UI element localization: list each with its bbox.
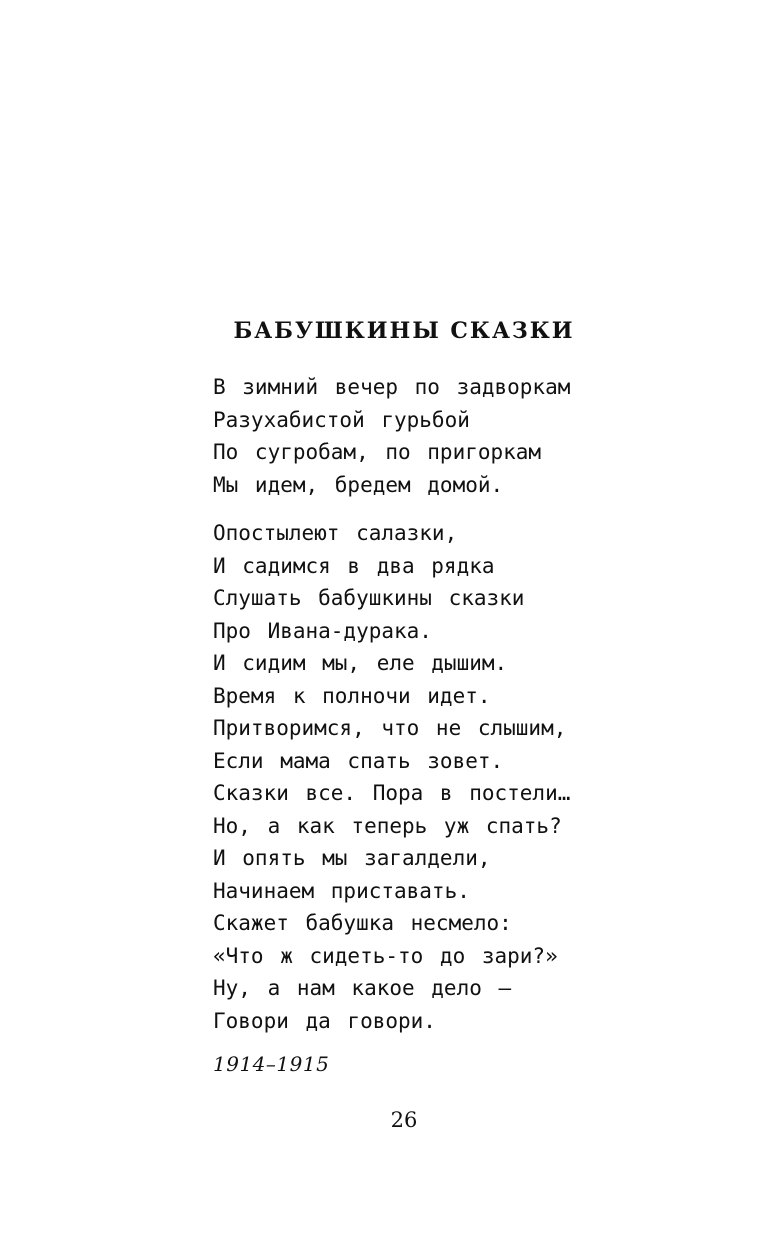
page-number: 26 <box>390 1108 418 1132</box>
poem-line: Опостылеют салазки, <box>213 521 458 545</box>
poem-line: Если мама спать зовет. <box>213 748 504 773</box>
poem-line: Разухабистой гурьбой <box>213 407 470 432</box>
poem-line: Говори да говори. <box>213 1008 436 1033</box>
poem-title: БАБУШКИНЫ СКАЗКИ <box>233 318 575 344</box>
poem-line: Но, а как теперь уж спать? <box>213 813 562 838</box>
poem-line: Сказки все. Пора в постели… <box>213 781 571 805</box>
poem-line: Начинаем приставать. <box>213 878 470 903</box>
stanza-2 <box>213 517 753 1037</box>
poem-line: И садимся в два рядка <box>213 553 495 578</box>
poem-line: И опять мы загалдели, <box>213 846 491 870</box>
poem-line: В зимний вечер по задворкам <box>213 375 571 399</box>
poem-line: По сугробам, по пригоркам <box>213 440 542 464</box>
poem-date: 1914–1915 <box>213 1052 330 1076</box>
poem-line: Слушать бабушкины сказки <box>213 586 525 610</box>
poem-line: «Что ж сидеть-то до зари?» <box>213 943 558 968</box>
poem-line: Притворимся, что не слышим, <box>213 716 567 740</box>
poem-line: Про Ивана-дурака. <box>213 618 432 643</box>
poem-body <box>213 371 753 1037</box>
poem-line: Время к полночи идет. <box>213 683 491 708</box>
poem-line: Скажет бабушка несмело: <box>213 911 512 935</box>
poem-line: Ну, а нам какое дело – <box>213 976 512 1000</box>
stanza-1 <box>213 371 753 501</box>
poem-line: Мы идем, бредем домой. <box>213 472 504 497</box>
poem-line: И сидим мы, еле дышим. <box>213 651 508 675</box>
